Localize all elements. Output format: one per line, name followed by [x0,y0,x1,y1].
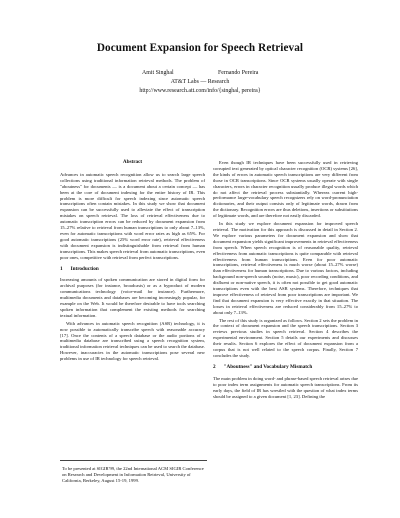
section-heading [213,365,358,371]
paragraph: In this study we explore document expansion for improved speech retrieval. The motivation for this approach is discussed in detail in Section 2. We explore various parameters for document expansion and show that document expansion yields significant improvements in retrieval effectiveness from speech. When speech recognition is of reasonable quality, retrieval effectiveness from automatic transcriptions is quite comparable with retrieval effectiveness from human transcriptions. Even for poor automatic transcriptions, retrieval effectiveness is much worse (about 15–27% worse) than effectiveness for human transcriptions. Due to various factors, including background non-speech sounds (noise, music), poor recording conditions, and disfluent or non-native speech, it is often not possible to get good automatic transcriptions even with the best ASR systems. Therefore, techniques that improve effectiveness of retrieval from poor transcriptions are important. We find that document expansion is very effective exactly in that situation. The losses in retrieval effectiveness are reduced considerably from 15–27% to about only 7–13%. [213,221,358,315]
section-number: 2 [213,363,216,370]
paragraph: Even though IR techniques have been successfully used in retrieving corrupted text generated by optical character recognition (OCR) systems [26], the kinds of errors in automatic speech transcriptions are very different from those in OCR transcriptions. Since OCR systems usually operate with single characters, errors in character recognition usually produce illegal words which do not affect the retrieval process substantially. Whereas current high-performance large-vocabulary speech recognizers rely on word-pronunciation dictionaries, and their output consists only of legitimate words, drawn from the dictionary. Recognition errors are thus deletions, insertions or substitutions of legitimate words, and are therefore not easily discarded. [213,160,358,219]
author-name: Fernando Pereira [218,70,259,76]
paragraph: With advances in automatic speech recognition (ASR) technology, it is now possible to automatically transcribe speech with reasonable accuracy [17]. Once the contents of a speech database or the audio portions of a multimedia database are transcribed using a speech recognition system, traditional information retrieval techniques can be used to search the database. However, inaccuracies in the automatic transcriptions pose several new problems in use of IR technology for speech retrieval. [60,320,205,362]
abstract-heading: Abstract [122,159,143,165]
section-number: 1 [60,265,63,272]
paragraph: The rest of this study is organized as follows. Section 2 sets the problem in the context of document expansion and the speech transcriptions. Section 3 reviews previous studies in speech retrieval. Section 4 describes the experimental environment. Section 5 details our experiments and discusses their results. Section 6 explores the effect of document expansion from a corpus that is not well related to the speech corpus. Finally, Section 7 concludes the study. [213,317,358,358]
left-column [60,160,205,364]
paper-title: Document Expansion for Speech Retrieval [96,42,304,54]
section-heading [60,267,205,273]
footnote: To be presented at SIGIR'99, the 22nd International ACM SIGIR Conference on Research and Development in Information Retrieval, University of California, Berkeley, August 15-19, 1999. [60,460,207,484]
right-column [213,160,358,401]
abstract-text: Advances in automatic speech recognition allow us to search large speech collections using traditional information retrieval methods. The problem of "aboutness" for documents — is a document about a certain concept — has been at the core of document indexing for the entire history of IR. This problem is more difficult for speech indexing since automatic speech transcriptions often contain mistakes. In this study we show that document expansion can be successfully used to alleviate the effect of transcription mistakes on speech retrieval. The loss of retrieval effectiveness due to automatic transcription errors can be reduced by document expansion from 15–27% relative to retrieval from human transcriptions to only about 7–13%, even for automatic transcriptions with word error rates as high as 65%. For good automatic transcriptions (25% word error rate), retrieval effectiveness with document expansion is indistinguishable from retrieval from human transcriptions. This makes speech retrieval from automatic transcriptions, even poor ones, competitive with retrieval from perfect transcriptions. [60,171,205,260]
paragraph: Increasing amounts of spoken communication are stored in digital form for archival purposes (for instance, broadcasts) or as a byproduct of modern communications technology (voice-mail for instance). Furthermore, multimedia documents and databases are becoming increasingly popular, for example on the Web. It would be therefore desirable to have tools searching spoken information that complement the existing methods for searching textual information. [60,277,205,318]
author-name: Amit Singhal [142,70,174,76]
paragraph: The main problem in doing word- and phrase-based speech retrieval arises due to poor index term assignments for automatic speech transcriptions. From its early days, the field of IR has wrestled with the question of what index terms should be assigned to a given document [1, 23]. Defining the [213,375,358,399]
author-url: http://www.research.att.com/info/{singhal, pereira} [139,88,261,94]
affiliation: AT&T Labs — Research [170,79,230,85]
section-title: Introduction [70,265,99,272]
section-title: "Aboutness" and Vocabulary Mismatch [223,363,313,370]
